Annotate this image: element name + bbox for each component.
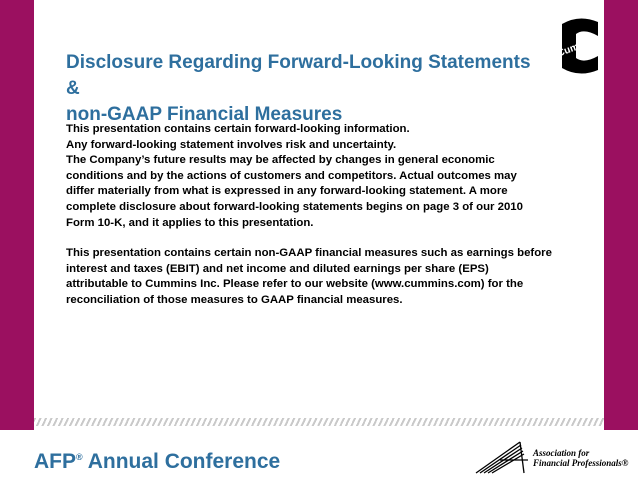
paragraph-line: complete disclosure about forward-looking statements begins on page 3 of our 2010: [66, 200, 523, 213]
paragraph-line: differ materially from what is expressed in any forward-looking statement. A more: [66, 185, 508, 198]
afp-a-logo-icon: [474, 440, 530, 474]
decorative-dash-divider: [34, 418, 604, 426]
slide-title: [66, 50, 536, 128]
paragraph-line: interest and taxes (EBIT) and net income and diluted earnings per share (EPS): [66, 262, 489, 275]
afp-association-line-2: Financial Professionals®: [533, 458, 629, 468]
slide-title-line-2: non-GAAP Financial Measures: [66, 104, 343, 125]
paragraph-line: The Company’s future results may be affected by changes in general economic: [66, 154, 495, 167]
afp-association-line-1: Association for: [533, 448, 590, 458]
paragraph-line: Any forward-looking statement involves risk and uncertainty.: [66, 138, 397, 151]
afp-name: AFP: [34, 450, 76, 473]
paragraph-line: Form 10-K, and it applies to this presentation.: [66, 216, 314, 229]
slide-panel: [34, 0, 604, 479]
cummins-c-logo-icon: [554, 16, 604, 76]
afp-association-name: [533, 448, 629, 468]
forward-looking-paragraph: [66, 122, 586, 231]
cummins-logo-text: Cummins: [555, 33, 603, 60]
paragraph-line: This presentation contains certain forward-looking information.: [66, 123, 410, 135]
afp-annual-conference-label: [34, 450, 280, 474]
non-gaap-paragraph: [66, 246, 586, 308]
paragraph-line: This presentation contains certain non-GAAP financial measures such as earnings before: [66, 247, 552, 259]
slide-title-line-1: Disclosure Regarding Forward-Looking Statements &: [66, 52, 531, 99]
afp-event-name: Annual Conference: [82, 450, 281, 473]
afp-registered-mark: ®: [76, 452, 83, 462]
paragraph-line: reconciliation of those measures to GAAP financial measures.: [66, 293, 403, 306]
paragraph-line: conditions and by the actions of customers and competitors. Actual outcomes may: [66, 169, 517, 182]
paragraph-line: attributable to Cummins Inc. Please refer to our website (www.cummins.com) for the: [66, 278, 524, 291]
